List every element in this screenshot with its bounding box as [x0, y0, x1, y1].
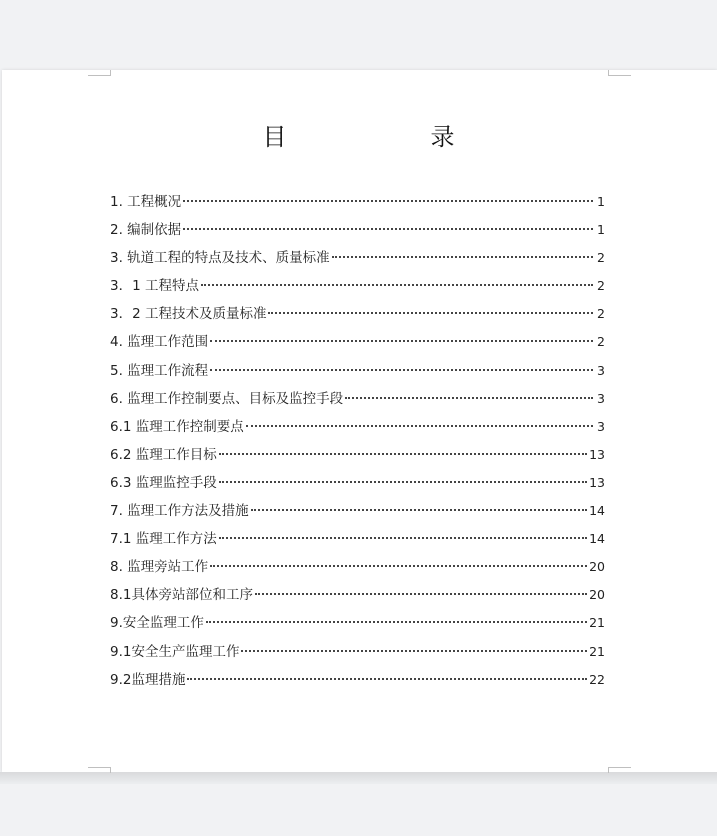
toc-entry-page: 1 — [597, 194, 605, 209]
toc-entry-page: 20 — [589, 587, 605, 603]
toc-entry-page: 21 — [589, 615, 605, 631]
corner-mark-top-right — [608, 70, 631, 76]
toc-entry-text: 2. 编制依据 — [110, 222, 182, 239]
toc-entry-page: 20 — [589, 559, 605, 575]
dot-leader — [345, 397, 593, 399]
toc-entry[interactable] — [110, 527, 605, 555]
toc-entry-text: 3．1 工程特点 — [110, 278, 199, 295]
toc-entry[interactable] — [110, 611, 605, 639]
toc-entry[interactable] — [110, 583, 605, 611]
dot-leader — [219, 537, 587, 539]
toc-entry-text: 8. 监理旁站工作 — [110, 559, 209, 576]
toc-entry-text: 8.1具体旁站部位和工序 — [110, 587, 253, 604]
toc-entry[interactable] — [110, 668, 605, 696]
toc-entry[interactable] — [110, 246, 605, 274]
dot-leader — [201, 284, 593, 286]
dot-leader — [206, 621, 587, 623]
toc-entry-page: 21 — [589, 643, 605, 659]
dot-leader — [268, 312, 593, 314]
toc-entry-text: 7. 监理工作方法及措施 — [110, 503, 249, 520]
table-of-contents — [110, 190, 605, 696]
dot-leader — [210, 369, 593, 371]
toc-entry-text: 6. 监理工作控制要点、目标及监控手段 — [110, 390, 344, 407]
dot-leader — [246, 425, 593, 427]
dot-leader — [219, 453, 587, 455]
toc-entry-page: 3 — [597, 390, 605, 406]
toc-entry-text: 5. 监理工作流程 — [110, 362, 209, 379]
corner-mark-bottom-right — [608, 767, 631, 773]
corner-mark-bottom-left — [88, 767, 111, 773]
toc-entry-text: 3．2 工程技术及质量标准 — [110, 306, 267, 323]
toc-entry[interactable] — [110, 471, 605, 499]
toc-entry-text: 3. 轨道工程的特点及技术、质量标准 — [110, 250, 330, 267]
toc-entry[interactable] — [110, 555, 605, 583]
dot-leader — [251, 509, 587, 511]
toc-entry-text: 6.1 监理工作控制要点 — [110, 418, 244, 435]
dot-leader — [241, 650, 587, 652]
toc-entry[interactable] — [110, 499, 605, 527]
toc-entry-page: 2 — [597, 278, 605, 294]
toc-entry-page: 3 — [597, 418, 605, 434]
toc-entry-text: 6.3 监理监控手段 — [110, 474, 217, 491]
toc-entry-page: 14 — [589, 503, 605, 519]
toc-title: 目 录 — [262, 123, 515, 151]
toc-entry[interactable] — [110, 330, 605, 358]
dot-leader — [219, 481, 587, 483]
toc-entry-text: 9.1安全生产监理工作 — [110, 643, 240, 660]
corner-mark-top-left — [88, 70, 111, 76]
toc-entry-text: 4. 监理工作范围 — [110, 334, 209, 351]
toc-entry-page: 3 — [597, 362, 605, 378]
toc-entry-page: 13 — [589, 446, 605, 462]
dot-leader — [183, 228, 593, 230]
toc-entry-page: 2 — [597, 306, 605, 322]
toc-entry-page: 22 — [589, 671, 605, 687]
toc-entry-page: 13 — [589, 474, 605, 490]
dot-leader — [210, 340, 593, 342]
toc-entry-text: 1. 工程概况 — [110, 194, 182, 210]
toc-entry-page: 2 — [597, 250, 605, 266]
dot-leader — [332, 256, 593, 258]
dot-leader — [255, 593, 587, 595]
toc-entry[interactable] — [110, 190, 605, 218]
toc-entry-text: 9.安全监理工作 — [110, 615, 204, 632]
toc-entry-text: 7.1 监理工作方法 — [110, 531, 217, 548]
dot-leader — [183, 200, 593, 202]
toc-entry-page: 1 — [597, 222, 605, 238]
page-gap — [0, 772, 717, 784]
dot-leader — [210, 565, 587, 567]
toc-entry[interactable] — [110, 302, 605, 330]
toc-entry[interactable] — [110, 218, 605, 246]
toc-entry-page: 2 — [597, 334, 605, 350]
toc-entry[interactable] — [110, 415, 605, 443]
toc-entry[interactable] — [110, 274, 605, 302]
toc-entry-text: 6.2 监理工作目标 — [110, 446, 217, 463]
dot-leader — [187, 678, 587, 680]
toc-entry[interactable] — [110, 443, 605, 471]
toc-entry[interactable] — [110, 359, 605, 387]
toc-entry[interactable] — [110, 640, 605, 668]
toc-entry[interactable] — [110, 387, 605, 415]
toc-entry-page: 14 — [589, 531, 605, 547]
toc-entry-text: 9.2监理措施 — [110, 671, 186, 688]
